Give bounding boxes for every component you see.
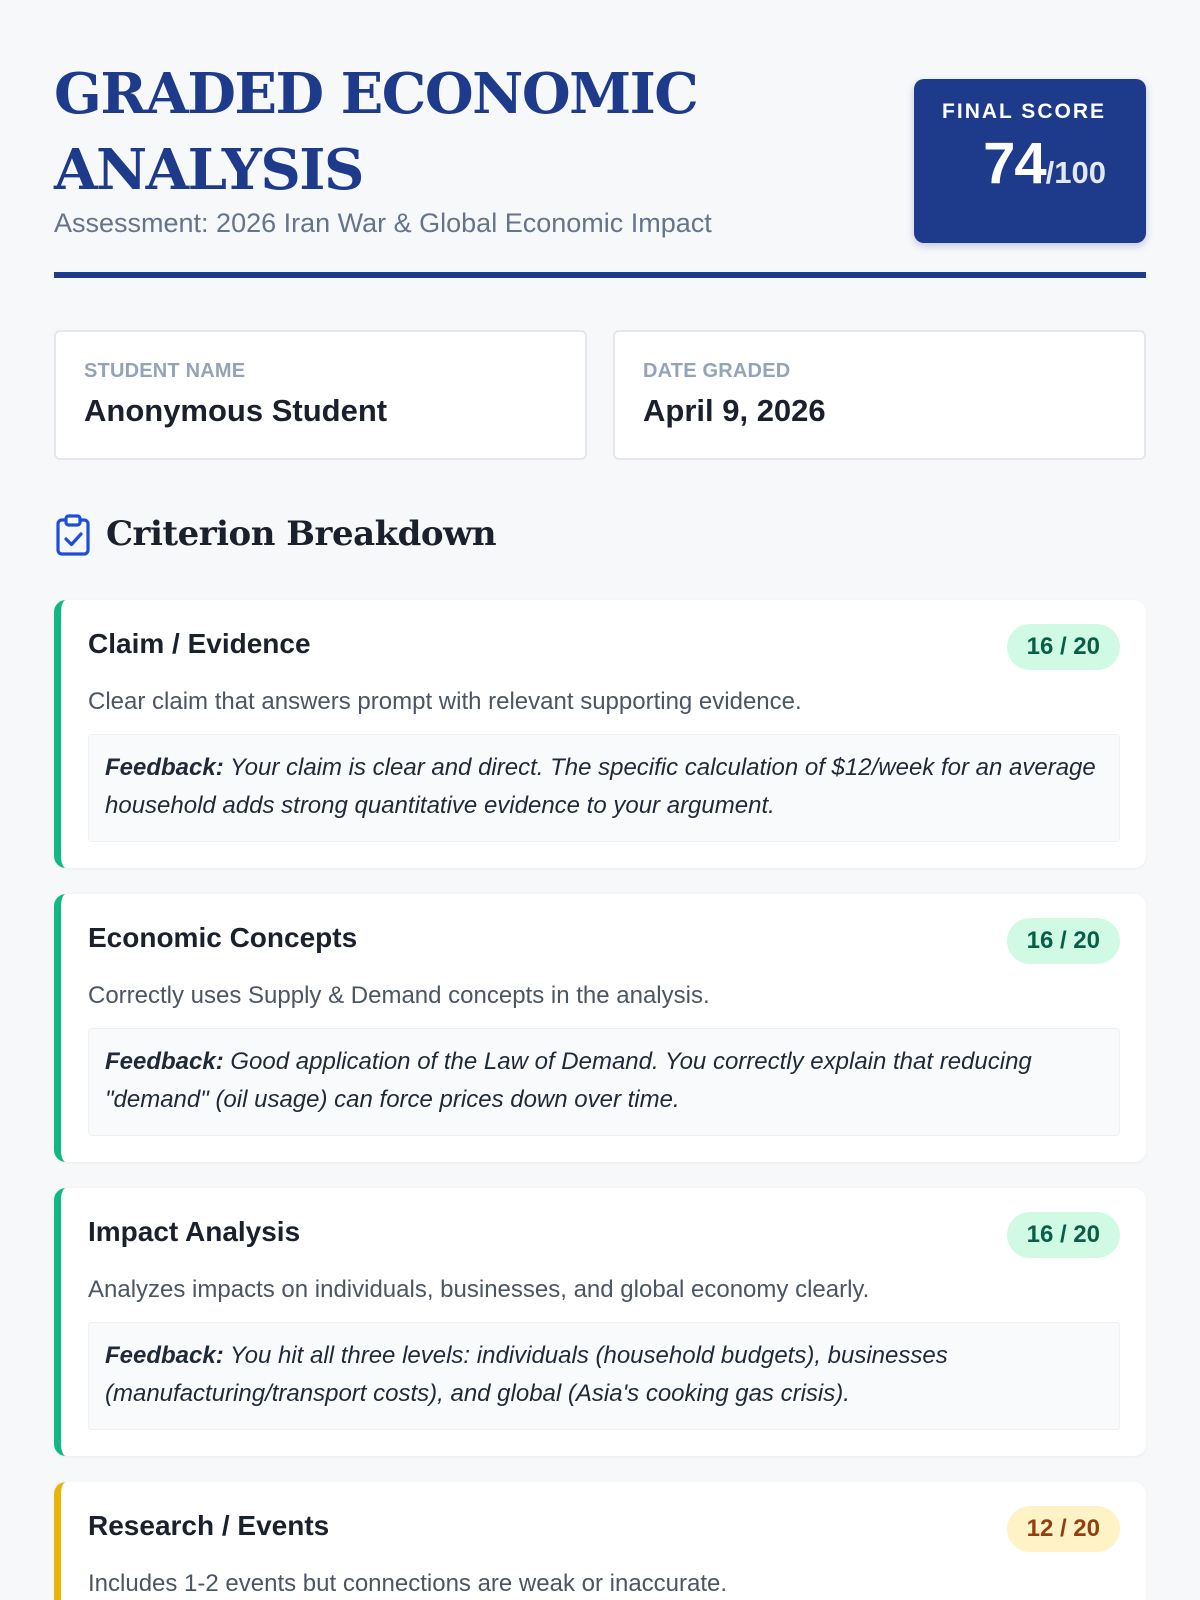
student-name-value: Anonymous Student (84, 393, 388, 428)
criterion-title: Economic Concepts (88, 922, 358, 953)
info-row (54, 330, 1146, 460)
criterion-title: Claim / Evidence (88, 628, 311, 659)
feedback-text: Good application of the Law of Demand. You correctly explain that reducing "demand" (oil usage) can force prices down over time. (105, 1048, 1032, 1113)
criterion-score-badge: 16 / 20 (1007, 1212, 1120, 1258)
clipboard-check-icon (54, 514, 92, 556)
criterion-description: Includes 1-2 events but connections are weak or inaccurate. (88, 1570, 728, 1597)
criterion-header (88, 918, 1120, 964)
final-score-label: FINAL SCORE (942, 100, 1106, 123)
criterion-breakdown-heading (54, 508, 1146, 600)
criterion-card (54, 600, 1146, 868)
feedback-label: Feedback: (105, 1342, 224, 1369)
criterion-feedback (88, 1028, 1120, 1136)
feedback-text: Your claim is clear and direct. The specific calculation of $12/week for an average household adds strong quantitative evidence to your argument. (105, 754, 1096, 819)
criteria-list (54, 600, 1146, 1600)
criterion-title: Research / Events (88, 1510, 330, 1541)
criterion-description: Clear claim that answers prompt with relevant supporting evidence. (88, 688, 802, 715)
student-name-card (54, 330, 587, 460)
criterion-header (88, 624, 1120, 670)
criterion-header (88, 1212, 1120, 1258)
feedback-label: Feedback: (105, 754, 224, 781)
final-score-denominator: /100 (1045, 155, 1106, 190)
student-name-label: STUDENT NAME (84, 360, 246, 382)
criterion-card (54, 1482, 1146, 1600)
criterion-feedback (88, 1322, 1120, 1430)
final-score-card (914, 79, 1146, 243)
date-graded-label: DATE GRADED (643, 360, 791, 382)
page-title: GRADED ECONOMIC ANALYSIS (54, 61, 698, 203)
final-score-value (934, 129, 1106, 214)
criterion-title: Impact Analysis (88, 1216, 301, 1247)
criterion-description: Analyzes impacts on individuals, businesses, and global economy clearly. (88, 1276, 870, 1303)
criterion-score-badge: 16 / 20 (1007, 918, 1120, 964)
criterion-score-badge: 12 / 20 (1007, 1506, 1120, 1552)
final-score-number: 74 (983, 131, 1046, 196)
feedback-label: Feedback: (105, 1048, 224, 1075)
criterion-score-badge: 16 / 20 (1007, 624, 1120, 670)
criterion-feedback (88, 734, 1120, 842)
feedback-text: You hit all three levels: individuals (household budgets), businesses (manufacturing/transport costs), and global (Asia's cooking gas crisis). (105, 1342, 948, 1407)
criterion-description: Correctly uses Supply & Demand concepts in the analysis. (88, 982, 710, 1009)
criterion-card (54, 1188, 1146, 1456)
report-header (54, 0, 1146, 278)
page-subtitle: Assessment: 2026 Iran War & Global Economic Impact (54, 208, 712, 238)
date-graded-card (613, 330, 1146, 460)
section-title: Criterion Breakdown (106, 514, 497, 554)
date-graded-value: April 9, 2026 (643, 393, 826, 428)
criterion-card (54, 894, 1146, 1162)
criterion-header (88, 1506, 1120, 1552)
